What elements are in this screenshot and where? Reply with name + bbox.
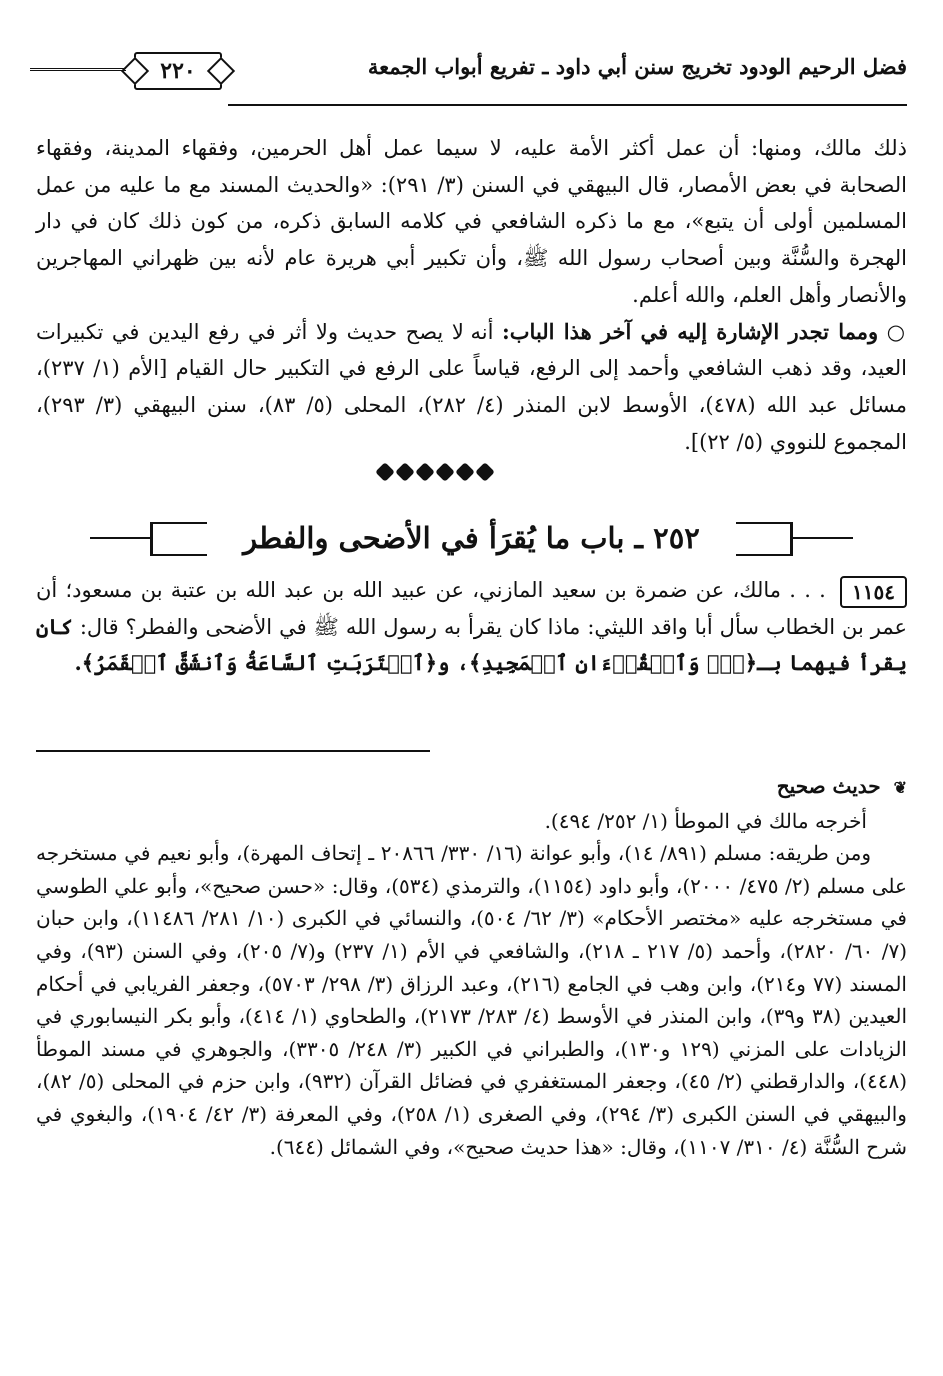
hadith-number-badge: ١١٥٤ xyxy=(840,576,907,608)
footnote-separator xyxy=(36,750,430,752)
chapter-tail-right xyxy=(793,537,853,539)
chapter-bracket-left xyxy=(150,522,207,556)
header-double-rule xyxy=(30,68,126,71)
page-header xyxy=(30,40,907,110)
chapter-title: ٢٥٢ ـ باب ما يُقرَأ في الأضحى والفطر xyxy=(243,521,700,555)
intro-section xyxy=(36,130,907,460)
takhrij-section xyxy=(36,770,907,1163)
hadith-section xyxy=(36,572,907,682)
intro-paragraph-1: ذلك مالك، ومنها: أن عمل أكثر الأمة عليه، لا سيما عمل أهل الحرمين، وفقهاء المدينة، وفقهاء الصحابة في بعض الأمصار، قال البيهقي في السنن (٣/ ٢٩١): «والحديث المسند مع ما عليه من عمل المسلمين أولى أن يتبع»، مع ما ذكره الشافعي في كلامه السابق ذكره، من كون ذلك كان في دار الهجرة والسُّنَّة وبين أصحاب رسول الله ﷺ، وأن تكبير أبي هريرة عام لأنه بين ظهراني المهاجرين والأنصار وأهل العلم، والله أعلم. xyxy=(36,136,907,307)
takhrij-paragraph: ومن طريقه: مسلم (٨٩١/ ١٤)، وأبو عوانة (١٦/ ٣٣٠/ ٢٠٨٦٦ ـ إتحاف المهرة)، وأبو نعيم في مستخرجه على مسلم (٢/ ٤٧٥/ ٢٠٠٠)، وأبو داود (١١٥٤)، والترمذي (٥٣٤)، وقال: «حسن صحيح»، وأبو علي الطوسي في مستخرجه عليه «مختصر الأحكام» (٣/ ٦٢/ ٥٠٤)، والنسائي في الكبرى (١٠/ ٢٨١/ ١١٤٨٦)، وابن حبان (٧/ ٦٠/ ٢٨٢٠)، وأحمد (٥/ ٢١٧ ـ ٢١٨)، والشافعي في الأم (١/ ٢٣٧) و(٧/ ٢٠٥)، وفي السنن (٩٣)، وفي المسند (٧٧ و٢١٤)، وابن وهب في الجامع (٢١٦)، وعبد الرزاق (٣/ ٢٩٨/ ٥٧٠٣)، وجعفر الفريابي في أحكام العيدين (٣٨ و٣٩)، وابن المنذر في الأوسط (٤/ ٢٨٣/ ٢١٧٣)، والطحاوي (١/ ٤١٤)، وأبو بكر النيسابوري في الزيادات على المزني (١٢٩ و١٣٠)، والطبراني في الكبير (٣/ ٢٤٨/ ٣٣٠٥)، والجوهري في مسند الموطأ (٤٤٨)، والدارقطني (٢/ ٤٥)، وجعفر المستغفري في فضائل القرآن (٩٣٢)، وابن حزم في المحلى (٥/ ٨٢)، والبيهقي في السنن الكبرى (٣/ ٢٩٤)، وفي الصغرى (١/ ٢٥٨)، وفي المعرفة (٣/ ٤٢/ ١٩٠٤)، والبغوي في شرح السُّنَّة (٤/ ٣١٠/ ١١٠٧)، وقال: «هذا حديث صحيح»، وفي الشمائل (٦٤٤). xyxy=(36,841,908,1159)
section-divider-ornament xyxy=(360,462,510,484)
hadith-text xyxy=(36,572,907,682)
page-number: ٢٢٠ xyxy=(134,52,222,90)
intro-paragraph-2-text: أنه لا يصح حديث ولا أثر في رفع اليدين في تكبيرات العيد، وقد ذهب الشافعي وأحمد إلى الرفع، قياساً على الرفع في التكبير حال القيام [الأم (١/ ٢٣٧)، مسائل عبد الله (٤٧٨)، الأوسط لابن المنذر (٤/ ٢٨٢)، المحلى (٥/ ٨٣)، سنن البيهقي (٣/ ٢٩٣)، المجموع للنووي (٥/ ٢٢)]. xyxy=(36,319,907,454)
header-rule xyxy=(228,104,907,106)
hadith-chain: . . . مالك، عن ضمرة بن سعيد المازني، عن عبيد الله بن عبد الله بن عتبة بن مسعود؛ أن عمر بن الخطاب سأل أبا واقد الليثي: ماذا كان يقرأ به رسول الله ﷺ في الأضحى والفطر؟ قال: xyxy=(36,578,907,639)
grade-line xyxy=(36,770,907,805)
hadith-matn: كان يقرأ فيهما بـ﴿قٓۚ وَٱلۡقُرۡءَانِ ٱلۡمَجِيدِ﴾، و﴿ٱقۡتَرَبَتِ ٱلسَّاعَةُ وَٱنشَقَّ ٱلۡقَمَرُ﴾. xyxy=(36,613,907,676)
takhrij-line-1: أخرجه مالك في الموطأ (١/ ٢٥٢/ ٤٩٤). xyxy=(544,808,867,833)
intro-paragraph-2-lead: ومما تجدر الإشارة إليه في آخر هذا الباب: xyxy=(502,318,879,344)
chapter-heading xyxy=(90,516,853,560)
hadith-grade: حديث صحيح xyxy=(776,774,881,798)
flower-icon: ❦ xyxy=(893,778,907,797)
intro-paragraph-2 xyxy=(36,314,907,461)
chapter-bracket-right xyxy=(736,522,793,556)
bullet-circle-icon: ○ xyxy=(886,319,907,344)
chapter-tail-left xyxy=(90,537,150,539)
running-title: فضل الرحيم الودود تخريج سنن أبي داود ـ تفريع أبواب الجمعة xyxy=(367,54,907,79)
